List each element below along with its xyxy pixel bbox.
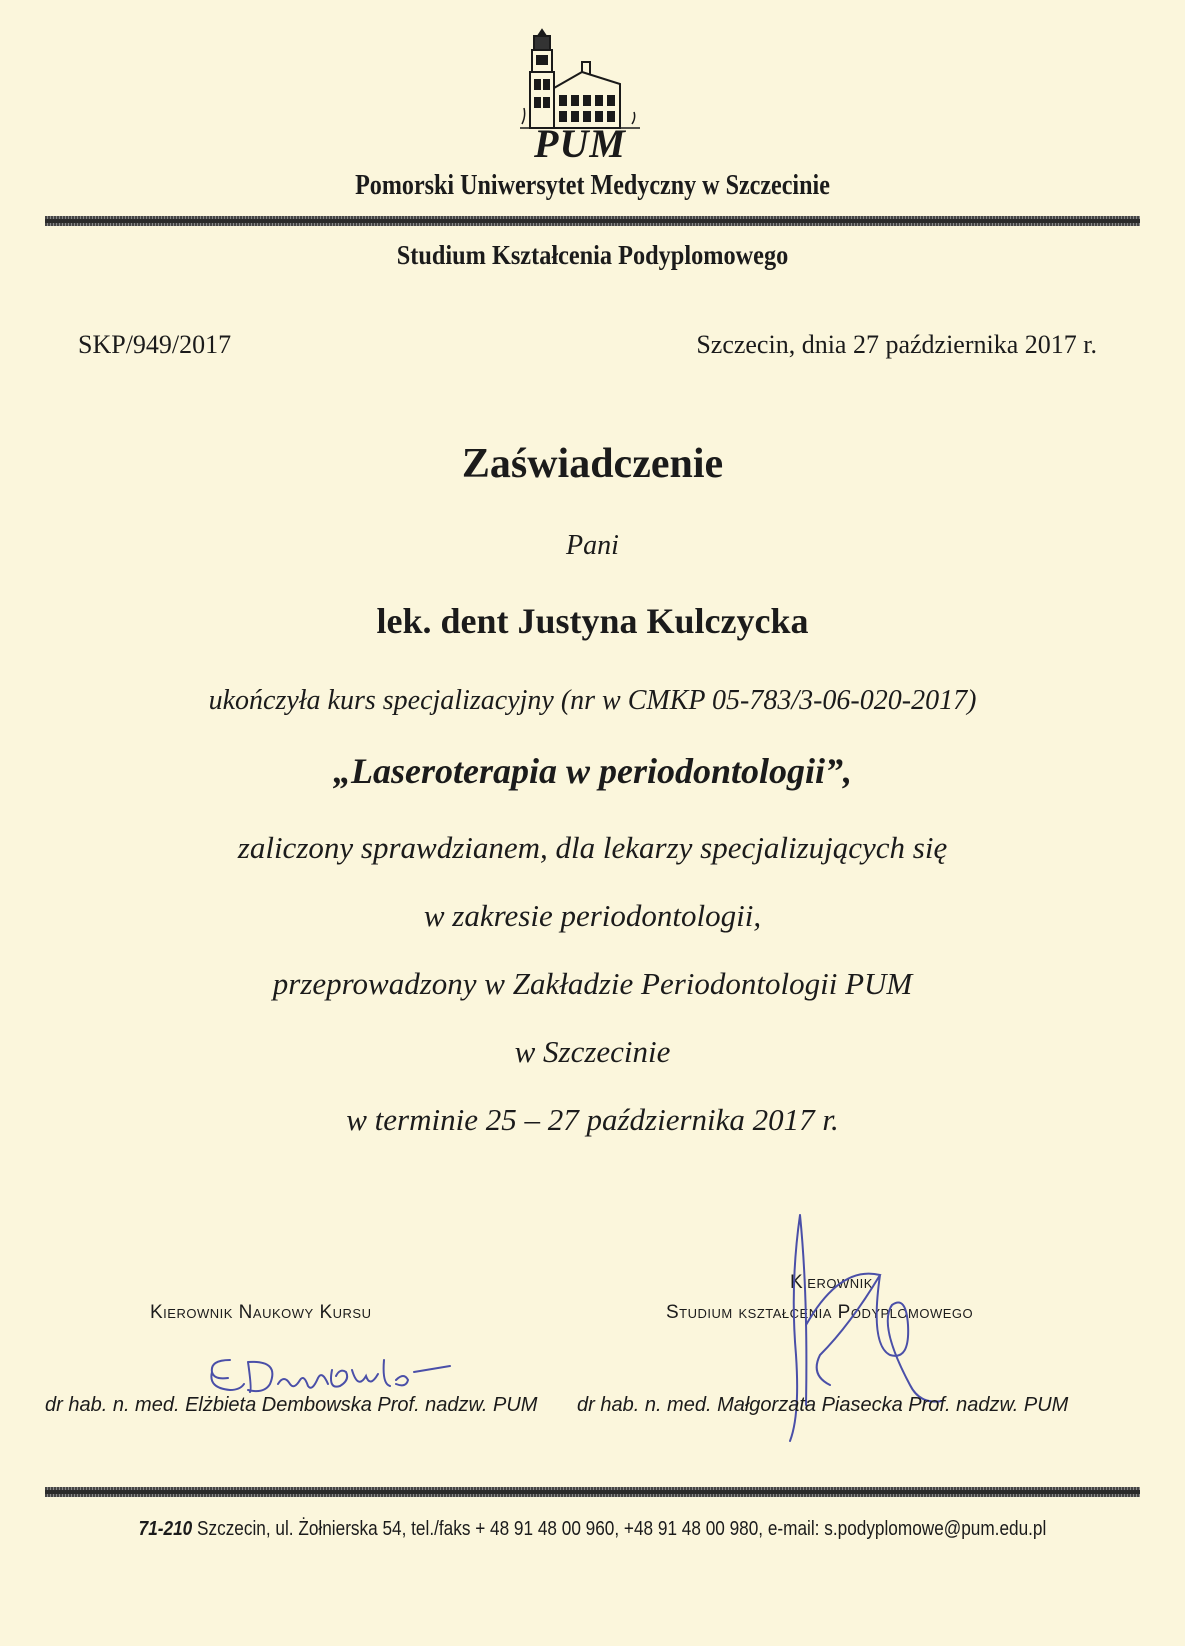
header-divider <box>45 216 1140 226</box>
document-title: Zaświadczenie <box>461 441 724 487</box>
recipient-name: lek. dent Justyna Kulczycka <box>376 601 809 641</box>
logo-letters: PUM <box>534 121 626 166</box>
department-name: Studium Kształcenia Podyplomowego <box>396 240 789 270</box>
body-line: w Szczecinie <box>514 1034 671 1069</box>
footer-divider <box>45 1487 1140 1497</box>
left-signatory-name: dr hab. n. med. Elżbieta Dembowska Prof. nadzw. PUM <box>45 1394 538 1416</box>
footer-contact <box>83 1518 1102 1541</box>
right-signatory-subtitle: Studium kształcenia Podyplomowego <box>666 1302 974 1323</box>
right-signatory-name: dr hab. n. med. Małgorzata Piasecka Prof. nadzw. PUM <box>577 1394 1069 1416</box>
university-logo <box>520 28 640 168</box>
body-line: przeprowadzony w Zakładzie Periodontologii PUM <box>272 966 913 1001</box>
course-name: „Laseroterapia w periodontologii”, <box>332 751 852 791</box>
university-name: Pomorski Uniwersytet Medyczny w Szczecinie <box>355 170 830 201</box>
course-intro: ukończyła kurs specjalizacyjny (nr w CMKP 05-783/3-06-020-2017) <box>208 685 977 716</box>
course-dates: w terminie 25 – 27 października 2017 r. <box>346 1102 839 1137</box>
body-line: w zakresie periodontologii, <box>423 898 762 933</box>
reference-number: SKP/949/2017 <box>78 330 232 359</box>
issue-date: Szczecin, dnia 27 października 2017 r. <box>696 330 1097 359</box>
body-line: zaliczony sprawdzianem, dla lekarzy specjalizujących się <box>237 830 948 865</box>
salutation: Pani <box>566 530 619 561</box>
right-signatory-title: Kierownik <box>790 1272 873 1293</box>
left-signatory-title: Kierownik Naukowy Kursu <box>150 1302 372 1323</box>
footer-address: Szczecin, ul. Żołnierska 54, tel./faks + 48 91 48 00 960, +48 91 48 00 980, e-mail: s.podyplomowe@pum.edu.pl <box>192 1518 1047 1540</box>
footer-zip: 71-210 <box>138 1518 193 1540</box>
